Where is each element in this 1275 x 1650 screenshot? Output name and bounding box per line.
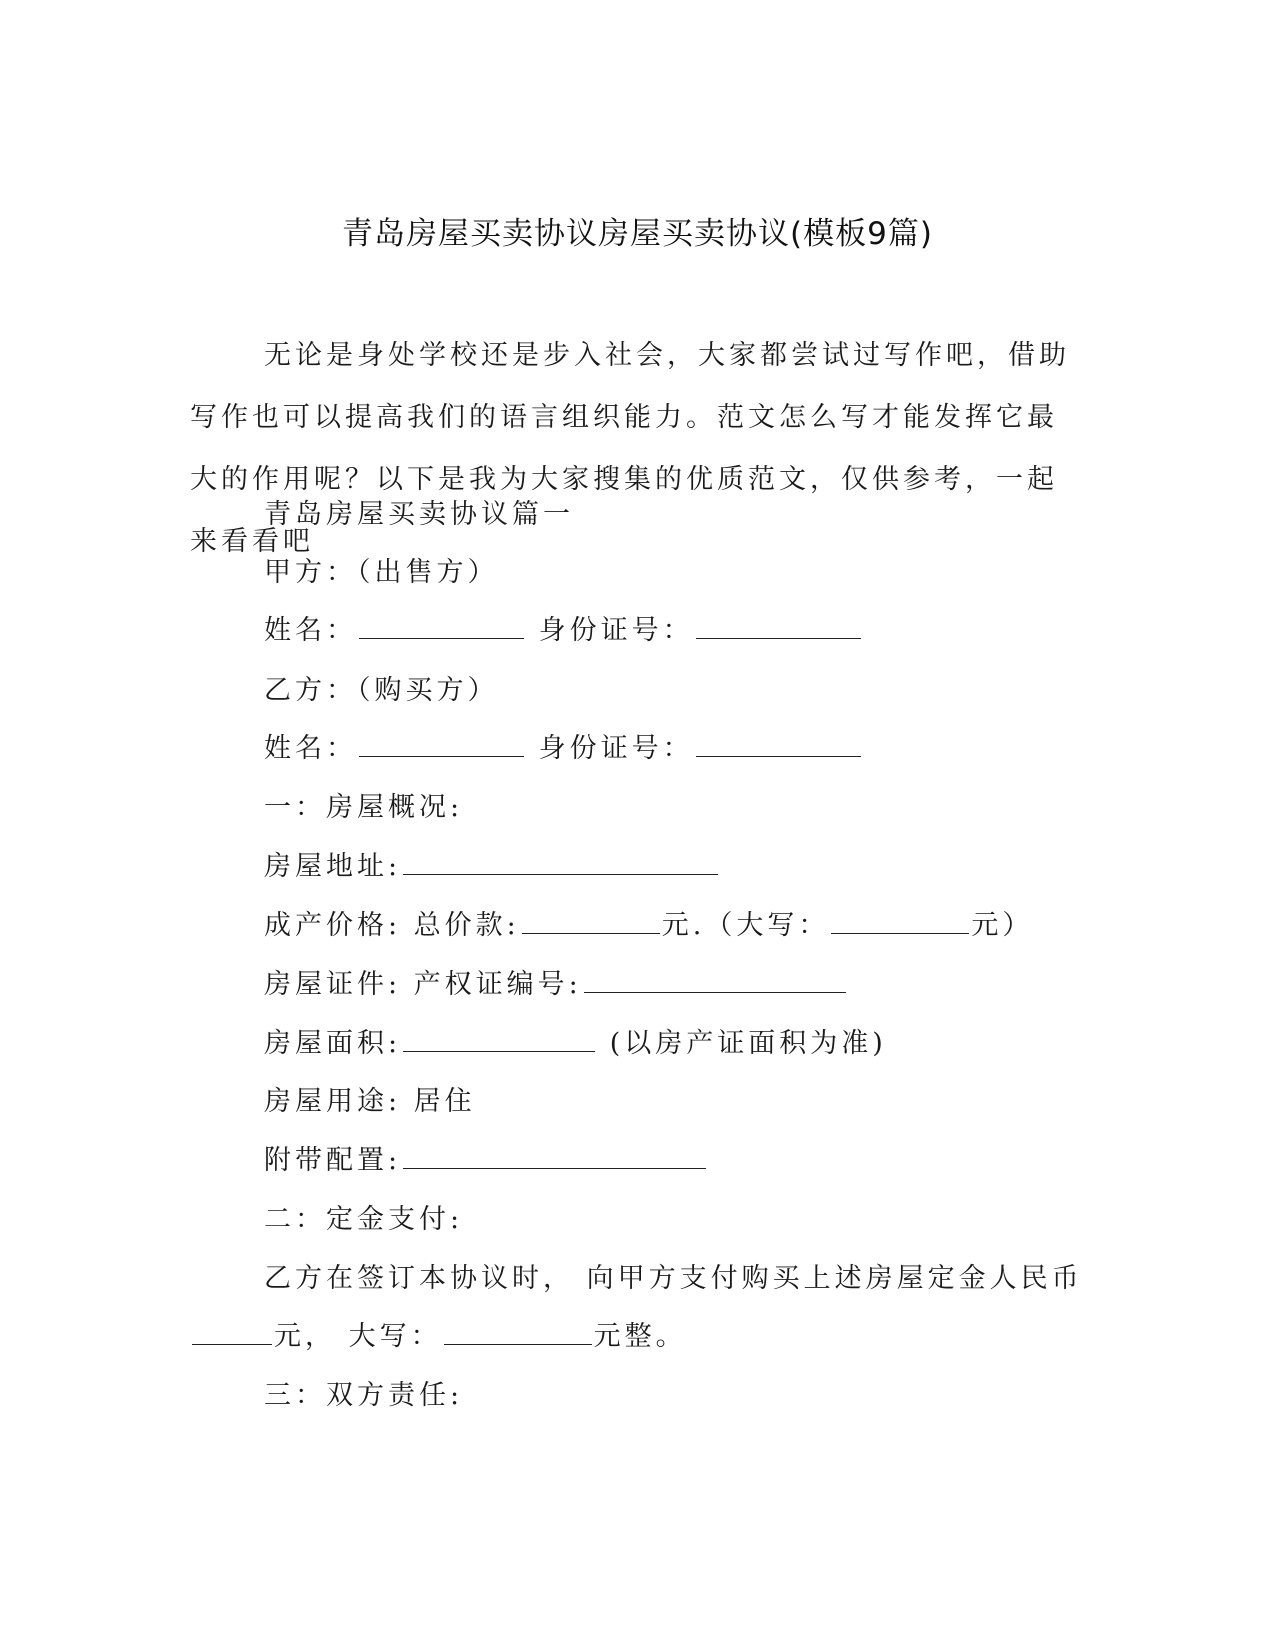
- party-b-info-row: [264, 731, 863, 767]
- clause-3-heading: 三：双方责任:: [264, 1380, 464, 1411]
- intro-paragraph: 无论是身处学校还是步入社会，大家都尝试过写作吧，借助写作也可以提高我们的语言组织能力。范文怎么写才能发挥它最大的作用呢？以下是我为大家搜集的优质范文，仅供参考，一起来看看吧: [190, 340, 1070, 557]
- address-label: 房屋地址:: [264, 851, 402, 882]
- id-label: 身份证号：: [538, 615, 694, 646]
- section-heading: 青岛房屋买卖协议篇一: [264, 499, 574, 530]
- deposit-end: 元整。: [593, 1321, 687, 1352]
- party-a-name-blank: [359, 614, 524, 639]
- price-blank: [522, 909, 660, 934]
- deposit-blank: [192, 1320, 272, 1345]
- price-row: [264, 908, 1033, 944]
- fittings-blank: [403, 1144, 706, 1169]
- id-label: 身份证号：: [538, 733, 694, 764]
- deposit-amount-row: [190, 1319, 687, 1355]
- cert-label: 房屋证件: 产权证编号:: [264, 969, 582, 1000]
- clause-1-heading: 一：房屋概况:: [264, 792, 464, 823]
- usage-row: 房屋用途: 居住: [264, 1086, 476, 1117]
- party-b-label: 乙方：（购买方）: [264, 675, 499, 706]
- area-label: 房屋面积:: [264, 1028, 402, 1059]
- price-label: 成产价格: 总价款:: [264, 910, 520, 941]
- name-label: 姓名：: [264, 615, 357, 646]
- deposit-unit: 元， 大写：: [274, 1321, 442, 1352]
- deposit-text: 乙方在签订本协议时， 向甲方支付购买上述房屋定金人民币: [264, 1263, 1083, 1294]
- area-row: [264, 1026, 887, 1062]
- cert-blank: [584, 968, 846, 993]
- price-capital-blank: [831, 909, 969, 934]
- area-blank: [403, 1027, 595, 1052]
- fittings-row: [264, 1143, 708, 1179]
- name-label: 姓名：: [264, 733, 357, 764]
- price-unit: 元.（大写：: [661, 910, 830, 941]
- clause-2-heading: 二：定金支付:: [264, 1204, 464, 1235]
- fittings-label: 附带配置:: [264, 1145, 402, 1176]
- party-b-id-blank: [696, 732, 861, 757]
- party-a-label: 甲方：（出售方）: [264, 557, 499, 588]
- price-end: 元）: [971, 910, 1034, 941]
- cert-row: [264, 967, 848, 1003]
- party-a-id-blank: [696, 614, 861, 639]
- area-note: (以房产证面积为准): [609, 1028, 887, 1059]
- party-a-info-row: [264, 613, 863, 649]
- party-b-name-blank: [359, 732, 524, 757]
- address-row: [264, 849, 720, 885]
- address-blank: [403, 850, 718, 875]
- document-title: 青岛房屋买卖协议房屋买卖协议(模板9篇): [342, 216, 933, 252]
- deposit-capital-blank: [444, 1320, 592, 1345]
